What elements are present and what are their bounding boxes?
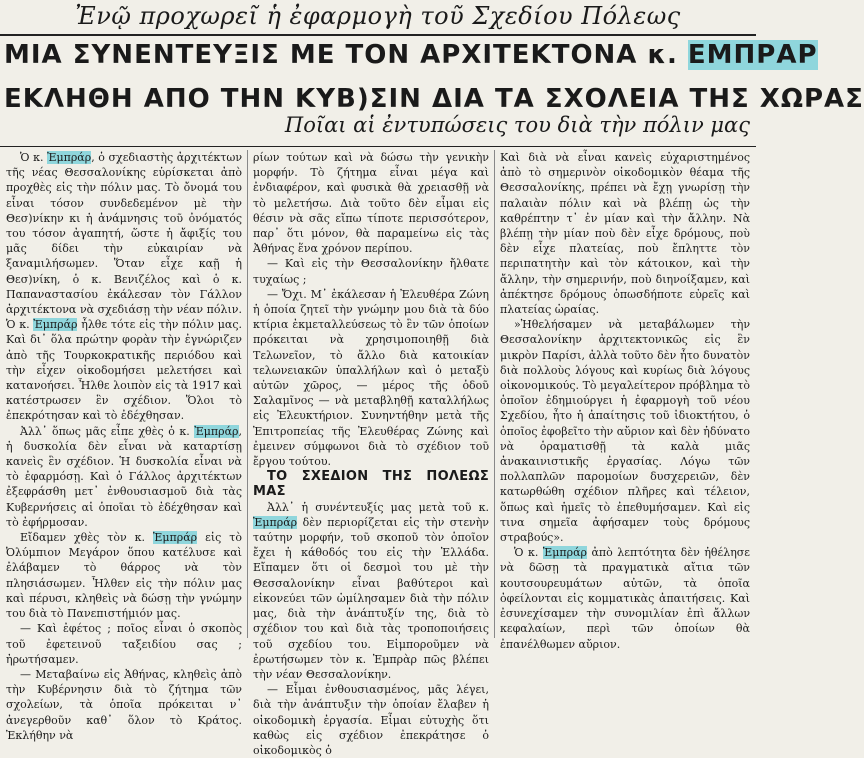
column-3 (500, 150, 750, 651)
headline-subtitle: Ποῖαι αἱ ἐντυπώσεις του διὰ τὴν πόλιν μας (284, 113, 750, 137)
paragraph (253, 500, 489, 682)
highlighted-name: Ἐμπράρ (194, 424, 239, 438)
highlighted-name: Ἐμπράρ (542, 546, 587, 560)
text-run: Ἀλλ᾽ ὅπως μᾶς εἶπε χθὲς ὁ κ. (20, 424, 195, 438)
highlighted-name: Ἐμπράρ (153, 531, 198, 545)
column-2 (253, 150, 489, 757)
column-separator (247, 150, 248, 638)
headline-line-1 (4, 40, 818, 70)
paragraph: »Ἠθελήσαμεν νὰ μεταβάλωμεν τὴν Θεσσαλονίκην ἀρχιτεκτονικῶς εἰς ἓν μικρὸν Παρίσι, ἀλλὰ τοῦτο δὲν ἦτο δυνατὸν διὰ πολλοὺς λόγους καὶ κυρίως διὰ λόγους οἰκονομικούς. Τὸ μεγαλείτερον πρόβλημα τὸ ὁποῖον ἐδημιούργει ἡ ἐφαρμογὴ τοῦ νέου Σχεδίου, ἦτο ἡ ἀπαίτησις τοῦ ἰδιοκτήτου, ὁ ὁποῖος ἐφοβεῖτο τὴν αὔριον καὶ δὲν ἠδύνατο νὰ ὁραματισθῇ τὰ καλὰ μιᾶς ἀνακαινιστικῆς ἐργασίας. Λόγω τῶν πολλαπλῶν παρομοίων δυσχερειῶν, δὲν κατωρθώθη σχέδιον πλῆρες καὶ τέλειον, ὅπως καὶ ἡμεῖς τὸ ἐπεθυμήσαμεν. Καὶ εἰς τινα σημεῖα ἀφήσαμεν τοὺς δρόμους στραβούς». (500, 318, 750, 545)
paragraph: — Καὶ εἰς τὴν Θεσσαλονίκην ἤλθατε τυχαίως ; (253, 257, 489, 286)
kicker-line: Ἐνῷ προχωρεῖ ἡ ἐφαρμογὴ τοῦ Σχεδίου Πόλεως (75, 2, 681, 30)
paragraph: — Εἶμαι ἐνθουσιασμένος, μᾶς λέγει, διὰ τὴν ἀνάπτυξιν τὴν ὁποίαν ἔλαβεν ἡ οἰκοδομικὴ ἐργασία. Εἶμαι εὐτυχὴς ὅτι καθὼς εἰς σχέδιον ἐπεκράτησε ὁ οἰκοδομικὸς ὁ (253, 683, 489, 757)
highlighted-name: Ἐμπράρ (253, 515, 298, 529)
paragraph (6, 424, 242, 530)
text-run: Ὁ κ. (20, 151, 48, 164)
text-run: εἰς τὸ Ὀλύμπιον Μεγάρον ὅπου κατέλυσε καὶ ἐλάβαμεν τὸ θάρρος νὰ τὸν πλησιάσωμεν. Ἦλθεν εἰς τὴν πόλιν μας καὶ πέρυσι, κληθεὶς νὰ δώσῃ τὴν γνώμην του διὰ τὸ Πανεπιστήμιόν μας. (6, 531, 242, 621)
paragraph (6, 530, 242, 621)
text-run: ἀπὸ λεπτότητα δὲν ἠθέλησε νὰ δῶσῃ τὰ πραγματικὰ αἴτια τῶν κουτσουρευμάτων αὐτῶν, τὰ ὁποῖα ὀφείλονται εἰς κομματικὰς ἀπαιτήσεις. Καὶ ἐσυνεχίσαμεν τὴν συνομιλίαν ἐπὶ ἄλλων κεφαλαίων, περὶ τῶν ὁποίων θὰ ἐπανέλθωμεν αὔριον. (500, 546, 750, 651)
text-run: δὲν περιορίζεται εἰς τὴν στενὴν ταύτην μορφήν, τοῦ σκοποῦ τὸν ὁποῖον ἔχει ἡ κάθοδός του εἰς τὴν Ἑλλάδα. Εἴπαμεν ὅτι οἱ δεσμοὶ του μὲ τὴν Θεσσαλονίκην εἶναι βαθύτεροι καὶ εἰκονεύει τῶν ὡμίλησαμεν διὰ τὴν πόλιν μας, διὰ τὴν ἀνάπτυξίν της, διὰ τὸ σχέδιον του καὶ διὰ τὰς τροποποιήσεις τοῦ σχεδίου του. Εἰμπορoῦμεν νὰ ἐρωτήσωμεν τὸν κ. Ἐμπρὰρ πῶς βλέπει τὴν νέαν Θεσσαλονίκην. (253, 515, 489, 681)
text-run: , ἡ δυσκολία δὲν εἶναι νὰ καταρτίσῃ κανεὶς ἓν σχέδιον. Ἡ δυσκολία εἶναι νὰ τὸ ἐφαρμόσῃ. Καὶ ὁ Γάλλος ἀρχιτέκτων ἐξεφράσθη μετ᾽ ἐνθουσιασμοῦ διὰ τὰς Κυβερνήσεις αἱ ὁποῖαι τὸ ἐδέχθησαν καὶ τὸ ἐφήρμοσαν. (6, 424, 242, 529)
paragraph: Καὶ διὰ νὰ εἶναι κανεὶς εὐχαριστημένος ἀπὸ τὸ σημερινὸν οἰκοδομικὸν θέαμα τῆς Θεσσαλονίκης, πρέπει νὰ ἔχῃ γνωρίσῃ τὴν παλαιὰν πόλιν καὶ νὰ βλέπῃ ὡς τὴν καθρέπτην τ᾽ ἐν μίαν καὶ τὴν ἄλλην. Νὰ βλέπῃ τὴν μίαν ποὺ δὲν εἶχε δρόμους, ποὺ δὲν εἶχε πλατείας, ποὺ ἔπληττε τὸν περιπατητὴν καὶ τὸν κάτοικον, καὶ τὴν ἄλλην, τὴν σημερινήν, ποὺ διηνοίξαμεν, καὶ ἀπέκτησε δρόμους ὁπωσδήποτε εὐρεῖς καὶ πλατείας ὡραίας. (500, 151, 750, 317)
headline-rule (0, 146, 756, 147)
paragraph: — Ὄχι. Μ᾽ ἐκάλεσαν ἡ Ἐλευθέρα Ζώνη ἡ ὁποία ζητεῖ τὴν γνώμην μου διὰ τὰ δύο κτίρια ἐκμεταλλεύσεως τὸ ἓν τῶν ὁποίων πρόκειται νὰ χρησιμοποιηθῇ διὰ Τελωνεῖον, τὸ ἄλλο διὰ κατοικίαν τελωνειακῶν ὑπαλλήλων καὶ ὁ μεταξὺ αὐτῶν χῶρος, — μέρος τῆς ὁδοῦ Σαλαμῖνος — νὰ μεταβληθῇ καταλλήλως εἰς Ἐλευκτήριον. Συνηντήθην μετὰ τῆς Ἐπιτροπείας τῆς Ἐλευθέρας Ζώνης καὶ ἐμεινεν σύμφωνοι διὰ τὸ σχέδιον τοῦ ἔργου τούτου. (253, 287, 489, 469)
paragraph: — Καὶ ἐφέτος ; ποῖος εἶναι ὁ σκοπὸς τοῦ ἐφετεινοῦ ταξειδίου σας ; ἠρωτήσαμεν. (6, 622, 242, 666)
column-1 (6, 150, 243, 742)
highlighted-name: Ἐμπράρ (47, 151, 92, 164)
paragraph (6, 150, 242, 424)
text-run: ἦλθε τότε εἰς τὴν πόλιν μας. Καὶ δι᾽ ὅλα πρώτην φορὰν τὴν ἐγνώριζεν ἀπὸ τῆς Τουρκοκρατικῆς περιόδου καὶ τὴν εἶχεν οἰκοδομήσει μελετήσει καὶ κατανοήσει. Ἦλθε λοιπὸν εἰς τὰ 1917 καὶ κατέστρωσεν ἓν σχέδιον. Ὅλοι τὸ ἐπεκρότησαν καὶ τὸ ἐδέχθησαν. (6, 318, 242, 423)
paragraph (500, 545, 750, 651)
highlighted-name: Ἐμπράρ (33, 318, 78, 332)
text-run: Εἴδαμεν χθὲς τὸν κ. (20, 531, 154, 545)
section-subhead: ΤΟ ΣΧΕΔΙΟΝ ΤΗΣ ΠΟΛΕΩΣ ΜΑΣ (253, 469, 489, 500)
headline-highlighted-name: ΕΜΠΡΑΡ (687, 40, 818, 70)
text-run: Ὁ κ. (514, 546, 543, 560)
top-rule (0, 34, 756, 36)
column-separator (494, 150, 495, 638)
headline-text: ΜΙΑ ΣΥΝΕΝΤΕΥΞΙΣ ΜΕ ΤΟΝ ΑΡΧΙΤΕΚΤΟΝΑ κ. (4, 40, 688, 70)
paragraph: — Μεταβαίνω εἰς Ἀθήνας, κληθεὶς ἀπὸ τὴν Κυβέρνησιν διὰ τὸ ζήτημα τῶν σχολείων, τὰ ὁποῖα πρόκειται ν᾽ ἀνεγερθοῦν καθ᾽ ὅλον τὸ Κράτος. Ἐκλήθην νὰ (6, 667, 242, 742)
paragraph: ρίων τούτων καὶ νὰ δώσω τὴν γενικὴν μορφήν. Τὸ ζήτημα εἶναι μέγα καὶ ἐνδιαφέρον, καὶ φυσικὰ θὰ χρειασθῇ νὰ τὸ μελετήσω. Διὰ τοῦτο δὲν εἶμαι εἰς θέσιν νὰ σᾶς εἴπω τίποτε περισσότερον, παρ᾽ ὅτι μόνον, θὰ παραμείνω εἰς τὰς Ἀθήνας ἕνα χρόνον περίπου. (253, 151, 489, 256)
text-run: Ἀλλ᾽ ἡ συνέντευξίς μας μετὰ τοῦ κ. (267, 500, 489, 514)
text-run: , ὁ σχεδιαστὴς ἀρχιτέκτων τῆς νέας Θεσσαλονίκης εὑρίσκεται ἀπὸ προχθὲς εἰς τὴν πόλιν μας. Τὸ ὄνομά του εἶναι τόσον συνδεδεμένον μὲ τὴν Θεσ)νίκην κι ἡ ἀνάμνησις τοῦ ὀνόματός του τόσον ἀγαπητή, ὥστε ἡ ἄφιξίς του μᾶς δίδει τὴν εὐκαιρίαν νὰ ξαναμιλήσωμεν. Ὅταν εἶχε καῇ ἡ Θεσ)νίκη, ὁ κ. Βενιζέλος καὶ ὁ κ. Παπαναστασίου ἐκάλεσαν τὸν Γάλλον ἀρχιτέκτονα νὰ σχεδιάσῃ τὴν νέαν πόλιν. Ὁ κ. (6, 151, 243, 332)
headline-line-2: ΕΚΛΗΘΗ ΑΠΟ ΤΗΝ ΚΥΒ)ΣΙΝ ΔΙΑ ΤΑ ΣΧΟΛΕΙΑ ΤΗΣ ΧΩΡΑΣ (4, 84, 864, 114)
